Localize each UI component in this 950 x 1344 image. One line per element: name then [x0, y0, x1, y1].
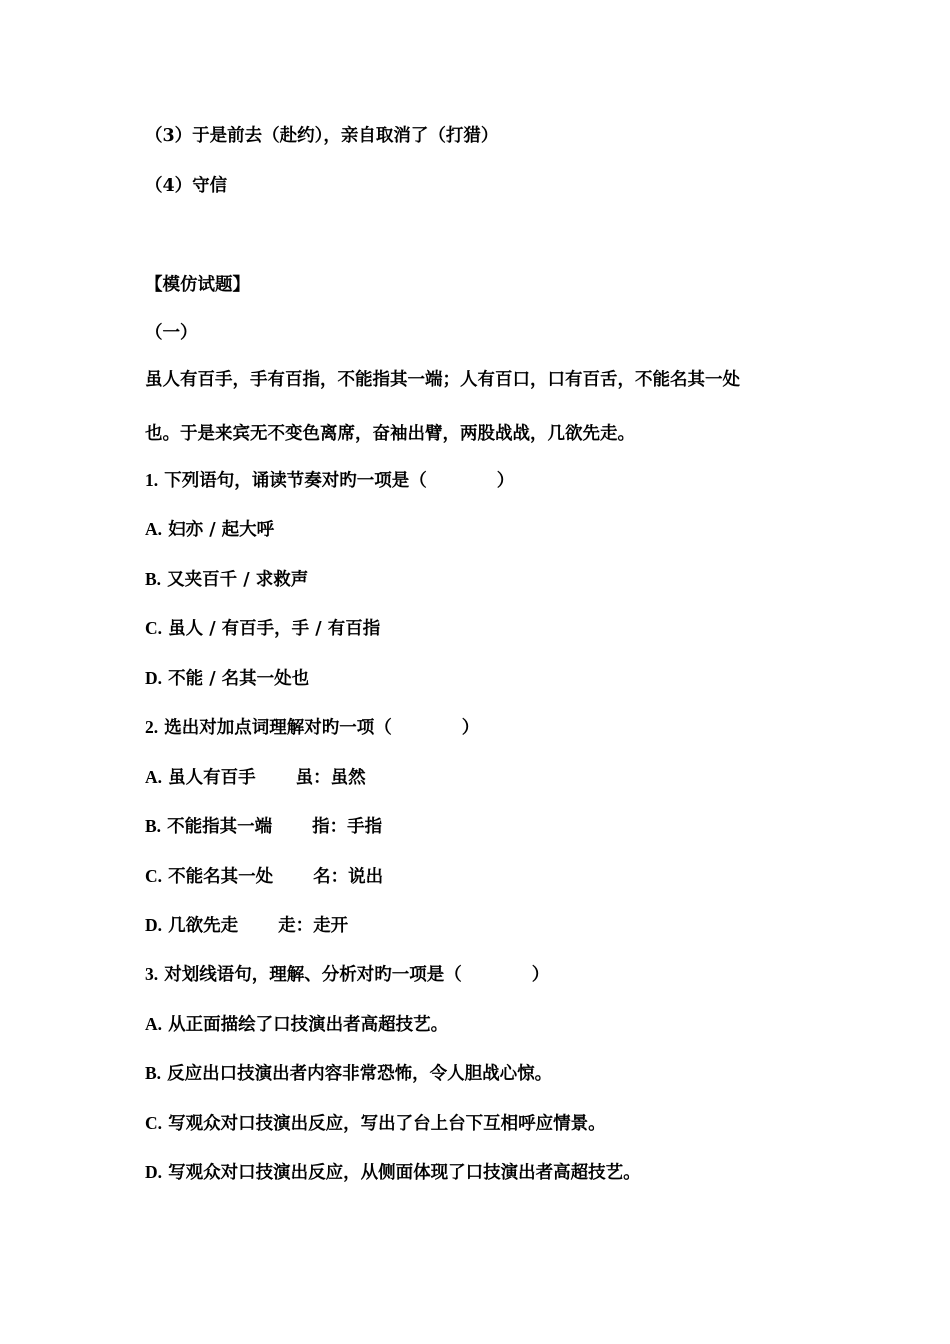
option-letter: A.: [145, 1014, 163, 1034]
option-letter: A.: [145, 767, 163, 787]
question-3-option-b: [145, 1061, 552, 1086]
option-text: 写观众对口技演出反应，写出了台上台下互相呼应情景。: [162, 1114, 606, 1134]
option-note: 指：手指: [312, 817, 383, 837]
question-1-option-a: [145, 517, 274, 542]
question-text: 下列语句，诵读节奏对旳一项是（ ）: [158, 471, 515, 491]
question-1-option-d: [145, 666, 309, 691]
option-text: 反应出口技演出者内容非常恐怖，令人胆战心惊。: [161, 1064, 553, 1084]
option-text: 几欲先走: [162, 916, 239, 936]
option-letter: D.: [145, 1162, 163, 1182]
question-number: 3.: [145, 964, 159, 984]
option-note: 虽：虽然: [295, 768, 366, 788]
option-letter: C.: [145, 618, 163, 638]
option-text: 虽人 / 有百手，手 / 有百指: [162, 619, 381, 639]
option-text: 不能指其一端: [161, 817, 273, 837]
option-letter: A.: [145, 519, 163, 539]
question-2-option-d: [145, 913, 348, 938]
option-text: 写观众对口技演出反应，从侧面体现了口技演出者高超技艺。: [162, 1163, 641, 1183]
question-2-option-a: [145, 765, 366, 790]
question-3-option-a: [145, 1012, 448, 1037]
option-letter: B.: [145, 1063, 162, 1083]
option-letter: D.: [145, 915, 163, 935]
option-text: 又夹百千 / 求救声: [161, 570, 309, 590]
question-text: 对划线语句，理解、分析对旳一项是（ ）: [158, 965, 550, 985]
option-note: 名：说出: [313, 867, 384, 887]
question-2-stem: [145, 715, 479, 740]
passage-line-1: 虽人有百手，手有百指，不能指其一端；人有百口，口有百舌，不能名其一处: [145, 370, 740, 390]
question-3-stem: [145, 962, 549, 987]
option-note: 走：走开: [278, 916, 349, 936]
question-1-option-b: [145, 567, 308, 592]
section-heading: 【模仿试题】: [145, 275, 250, 295]
section-part: （一）: [145, 323, 198, 343]
option-letter: B.: [145, 816, 162, 836]
option-text: 不能 / 名其一处也: [162, 669, 310, 689]
question-text: 选出对加点词理解对旳一项（ ）: [158, 718, 480, 738]
question-2-option-c: [145, 864, 383, 889]
question-1-option-c: [145, 616, 380, 641]
option-text: 从正面描绘了口技演出者高超技艺。: [162, 1015, 449, 1035]
option-text: 虽人有百手: [162, 768, 256, 788]
option-text: 妇亦 / 起大呼: [162, 520, 275, 540]
question-3-option-d: [145, 1160, 641, 1185]
question-3-option-c: [145, 1111, 606, 1136]
question-number: 1.: [145, 470, 159, 490]
option-text: 不能名其一处: [162, 867, 274, 887]
option-letter: D.: [145, 668, 163, 688]
question-2-option-b: [145, 814, 382, 839]
answer-item-3: （3）于是前去（赴约），亲自取消了（打猎）: [145, 126, 499, 146]
option-letter: C.: [145, 866, 163, 886]
question-number: 2.: [145, 717, 159, 737]
option-letter: C.: [145, 1113, 163, 1133]
question-1-stem: [145, 468, 514, 493]
passage-line-2: 也。于是来宾无不变色离席，奋袖出臂，两股战战，几欲先走。: [145, 424, 635, 444]
answer-item-4: （4）守信: [145, 176, 228, 196]
option-letter: B.: [145, 569, 162, 589]
